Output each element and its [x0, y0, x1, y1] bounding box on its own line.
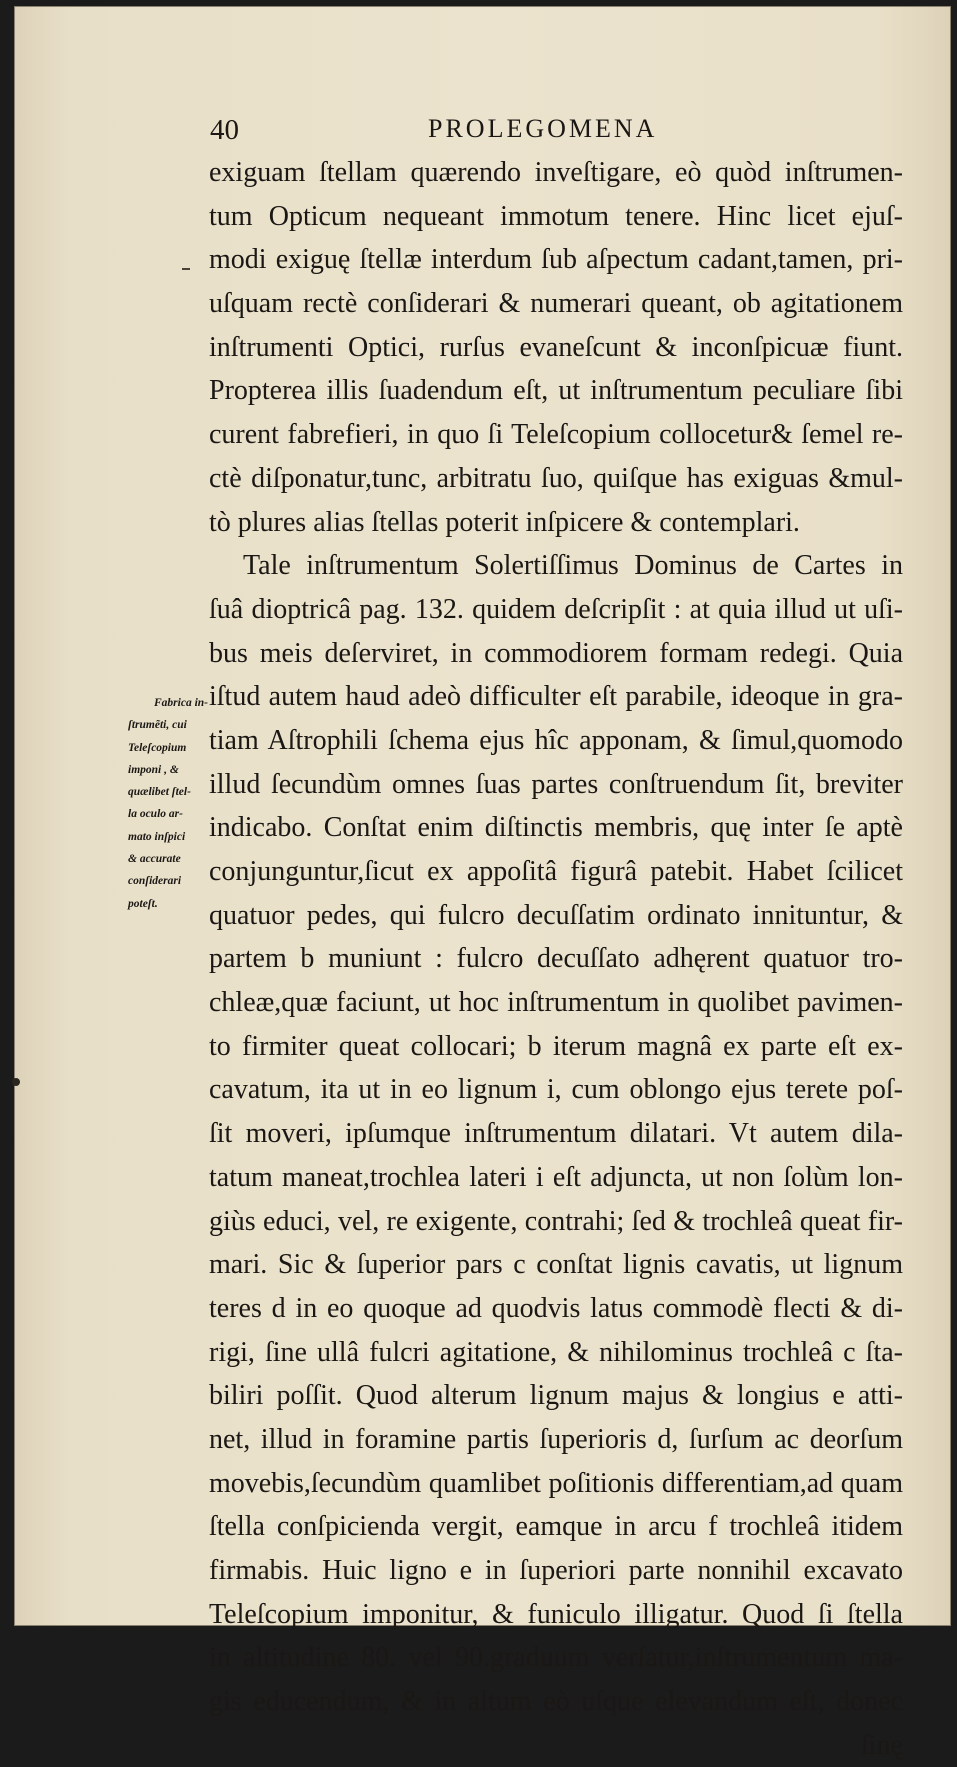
text-line: in altitudine 80. vel 90.graduum verſatur,inſtrumentum ma- — [209, 1642, 903, 1674]
margin-note-line: & accurate — [128, 853, 181, 866]
text-line: tatum maneat,trochlea lateri i eſt adjuncta, ut non ſolùm lon- — [209, 1161, 903, 1193]
text-line: illud ſecundùm omnes ſuas partes conſtruendum ſit, breviter — [209, 768, 903, 800]
text-line: tò plures alias ſtellas poterit inſpicere & contemplari. — [209, 506, 800, 538]
text-line: rigi, ſine ullâ fulcri agitatione, & nihilominus trochleâ c ſta- — [209, 1336, 903, 1368]
text-line: ſtella conſpicienda vergit, eamque in arcu f trochleâ itidem — [209, 1511, 903, 1543]
body-text — [209, 151, 903, 1767]
text-line: uſquam rectè conſiderari & numerari queant, ob agitationem — [209, 288, 903, 320]
margin-note-line: conſiderari — [128, 875, 182, 888]
text-line: bus meis deſerviret, in commodiorem formam redegi. Quia — [209, 637, 903, 669]
marginal-note — [128, 692, 208, 915]
margin-note-line: la oculo ar- — [128, 808, 183, 821]
text-line: curent fabrefieri, in quo ſi Teleſcopium collocetur& ſemel re- — [209, 419, 903, 451]
catchword: ſinę — [861, 1729, 903, 1761]
text-line: iſtud autem haud adeò difficulter eſt parabile, ideoque in gra- — [209, 681, 903, 713]
text-line: exiguam ſtellam quærendo inveſtigare, eò quòd inſtrumen- — [209, 157, 903, 188]
margin-note-line: mato inſpici — [128, 830, 186, 843]
text-line: ctè diſponatur,tunc, arbitratu ſuo, quiſque has exiguas &mul- — [209, 462, 903, 494]
text-line: quatuor pedes, qui fulcro decuſſatim ordinato innituntur, & — [209, 899, 903, 931]
page-number: 40 — [210, 114, 239, 146]
text-line: conjunguntur,ſicut ex appoſitâ figurâ patebit. Habet ſcilicet — [209, 856, 903, 887]
text-line: Propterea illis ſuadendum eſt, ut inſtrumentum peculiare ſibi — [209, 375, 903, 407]
margin-note-line: quælibet ſtel- — [128, 786, 191, 799]
text-line: partem b muniunt : fulcro decuſſato adhęrent quatuor tro- — [209, 943, 903, 975]
text-line: tum Opticum nequeant immotum tenere. Hinc licet ejuſ- — [209, 200, 903, 232]
running-title: PROLEGOMENA — [428, 114, 658, 143]
text-line: inſtrumenti Optici, rurſus evaneſcunt & inconſpicuæ fiunt. — [209, 331, 903, 363]
text-line: giùs educi, vel, re exigente, contrahi; ſed & trochleâ queat fir- — [209, 1205, 903, 1237]
text-line: net, illud in foramine partis ſuperioris d, ſurſum ac deorſum — [209, 1423, 903, 1455]
text-line: firmabis. Huic ligno e in ſuperiori parte nonnihil excavato — [209, 1555, 903, 1586]
text-line: biliri poſſit. Quod alterum lignum majus & longius e atti- — [209, 1380, 903, 1412]
text-line: mari. Sic & ſuperior pars c conſtat lignis cavatis, ut lignum — [209, 1249, 903, 1281]
text-line: Teleſcopium imponitur, & funiculo illigatur. Quod ſi ſtella — [209, 1598, 903, 1630]
text-line: to firmiter queat collocari; b iterum magnâ ex parte eſt ex- — [209, 1030, 903, 1062]
page-header — [210, 114, 900, 148]
text-line: cavatum, ita ut in eo lignum i, cum oblongo ejus terete poſ- — [209, 1074, 903, 1106]
margin-note-line: Fabrica in- — [154, 697, 208, 709]
margin-note-line: imponi , & — [128, 763, 179, 776]
text-line: modi exiguę ſtellæ interdum ſub aſpectum cadant,tamen, pri- — [209, 244, 903, 276]
text-line: chleæ,quæ faciunt, ut hoc inſtrumentum in quolibet pavimen- — [209, 987, 903, 1019]
text-line: gis educendum, & in altum eò uſque elevandum eſt, donec — [209, 1686, 903, 1718]
text-line: ſuâ dioptricâ pag. 132. quidem deſcripſit : at quia illud ut uſi- — [209, 593, 903, 625]
text-line: Tale inſtrumentum Solertiſſimus Dominus de Cartes in — [243, 550, 903, 582]
margin-note-line: Teleſcopium — [128, 741, 187, 754]
text-line: movebis,ſecundùm quamlibet poſitionis differentiam,ad quam — [209, 1467, 903, 1499]
text-line: ſit moveri, ipſumque inſtrumentum dilatari. Vt autem dila- — [209, 1118, 903, 1150]
margin-note-line: ſtrumẽti, cui — [128, 719, 187, 732]
book-page — [14, 6, 951, 1761]
margin-mark — [182, 268, 190, 270]
margin-note-line: poteſt. — [128, 897, 158, 910]
ink-blot — [12, 1078, 20, 1086]
text-line: tiam Aſtrophili ſchema ejus hîc apponam, & ſimul,quomodo — [209, 724, 903, 756]
text-line: indicabo. Conſtat enim diſtinctis membris, quę inter ſe aptè — [209, 812, 903, 844]
text-line: teres d in eo quoque ad quodvis latus commodè flecti & di- — [209, 1292, 903, 1324]
